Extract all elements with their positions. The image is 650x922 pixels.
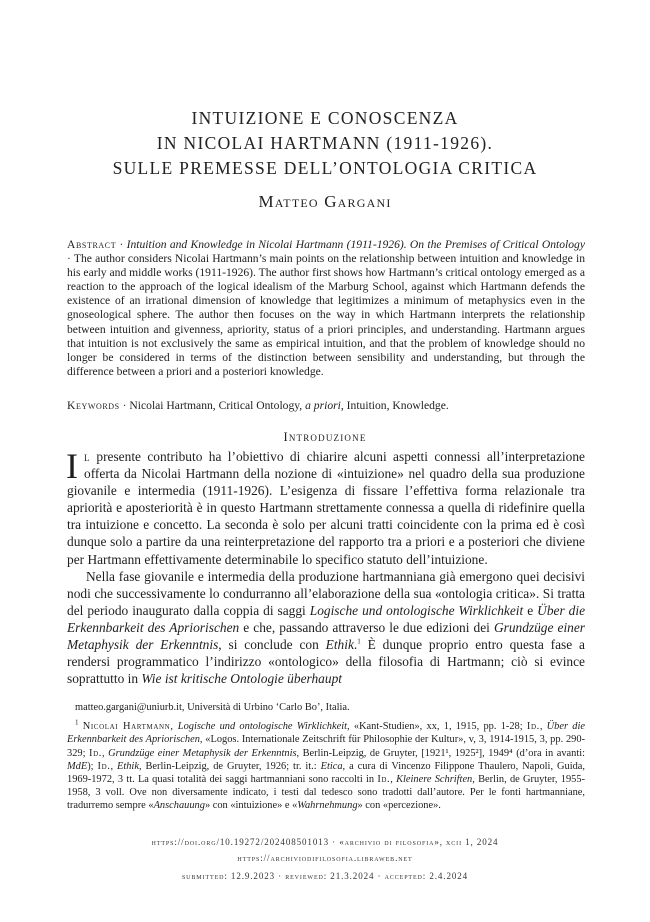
keywords [67, 399, 585, 413]
footnote-1 [67, 720, 585, 812]
keywords-sep: · [119, 399, 130, 412]
fn1-text-c: , Berlin-Leipzig, de Gruyter, [1921¹, 1925²], 1949⁴ (d’ora in avanti: [296, 747, 585, 759]
fn1-text-a: , «Kant-Studien», xx, 1, 1915, pp. 1-28; [346, 721, 527, 733]
fn1-text-g: , Berlin, de Gruyter, 1955-1958, 3 voll. Ove non diversamente indicato, i testi dal tedesco sono tradotti dall’autore. Per le fonti hartmanniane, tradurremo sempre « [67, 774, 585, 812]
p2-text-e: È dunque proprio entro questa fase a rendersi programmatico l’indirizzo «ontologico» della filosofia di Hartmann; ciò si evince soprattutto in [67, 637, 585, 687]
p2-text-c: e che, passando attraverso le due edizioni dei [239, 619, 494, 635]
p2-title-3: Grundzüge einer Metaphysik der Erkenntnis [67, 619, 586, 653]
fn1-text-j: » con «percezione». [357, 800, 441, 812]
fn1-title-1: Logische und ontologische Wirklichkeit [177, 721, 347, 733]
paragraph-2 [67, 568, 585, 688]
fn1-text-a2: , [539, 721, 547, 733]
drop-cap: I [66, 446, 78, 486]
abstract [67, 238, 585, 379]
fn1-id-4: Id. [377, 774, 391, 786]
fn1-id-1: Id. [526, 721, 540, 733]
p2-title-1: Logische und ontologische Wirklichkeit [309, 602, 524, 618]
fn1-term-1: Anschauung [153, 800, 205, 812]
p2-text-b: e [523, 602, 538, 618]
author-name: Matteo Gargani [258, 192, 392, 211]
fn1-title-2: Über die Erkennbarkeit des Apriorischen [67, 721, 585, 746]
section-heading: Introduzione [283, 430, 367, 444]
title-line-2: IN NICOLAI HARTMANN (1911-1926). [156, 133, 494, 153]
p2-text-d: , si conclude con [218, 637, 326, 653]
body-text [67, 448, 585, 687]
p2-title-5: Wie ist kritische Ontologie überhaupt [141, 671, 342, 687]
fn1-title-7: Kleinere Schriften [396, 774, 473, 786]
fn1-id-2: Id. [89, 747, 102, 759]
abstract-english-title: Intuition and Knowledge in Nicolai Hartmann (1911-1926). On the Premises of Critical Ontology [126, 238, 585, 251]
fn1-text-b: , «Logos. Internationale Zeitschrift für Philosophie der Kultur», v, 3, 1914-1915, 3, pp. 290-329; [67, 734, 585, 759]
fn1-text-h: » con «intuizione» e « [204, 800, 298, 812]
submission-dates: submitted: 12.9.2023 · reviewed: 21.3.2024 · accepted: 2.4.2024 [181, 871, 469, 881]
fn1-text-e: , Berlin-Leipzig, de Gruyter, 1926; tr. it.: [138, 760, 321, 772]
abstract-label: Abstract [67, 238, 117, 251]
title-line-3: SULLE PREMESSE DELL’ONTOLOGIA CRITICA [112, 158, 538, 178]
paragraph-1-text: presente contributo ha l’obiettivo di chiarire alcuni aspetti connessi all’interpretazione offerta da Nicolai Hartmann della nozione di «intuizione» nel quadro della sua produzione giovanile e intermedia (1911-1926). L’esigenza di fissare l’effettiva forma relazionale tra apriorità e aposteriorità è in questo Hartmann strettamente connessa a quella di ridefinire quella tra intuizione e concetto. La seconda è solo per alcuni tratti coincidente con la prima ed è così dunque solo a partire da una reinterpretazione del rapporto tra a priori e a posteriori che diviene per Hartmann effettivamente determinabile lo specifico statuto dell’intuizione. [67, 449, 585, 567]
article-title [0, 106, 650, 181]
fn1-title-6: Etica [320, 760, 343, 772]
fn1-text-d: ); [87, 760, 98, 772]
footnote-1-number: 1 [75, 718, 79, 727]
abstract-text: · The author considers Nicolai Hartmann’s main points on the relationship between intuition and knowledge in his early and middle works (1911-1926). The author first shows how Hartmann’s critical ontology emerged as a reaction to the approach of the logical idealism of the Marburg School, against which Hartmann defends the existence of an irrational dimension of knowledge that legitimizes a minimum of metaphysics even in the gnoseological sphere. The author then focuses on the way in which Hartmann interprets the relationship between intuition and givenness, apriority, status of a priori principles, and understanding. Hartmann argues that intuition is not exclusively the same as empirical intuition, and that the problem of knowledge should no longer be considered in terms of the distinction between sensibility and understanding, but through the difference between a priori and a posteriori knowledge. [67, 252, 585, 378]
journal-url[interactable]: https://archiviodifilosofia.libraweb.net [237, 853, 413, 863]
keywords-before: Nicolai Hartmann, Critical Ontology, [129, 399, 306, 412]
fn1-text-f: , a cura di Vincenzo Filippone Thaulero, Napoli, Guida, 1969-1972, 3 tt. La quasi totalità dei saggi hartmanniani sono raccolti in [67, 760, 585, 786]
p2-title-4: Ethik [325, 637, 354, 653]
p2-title-2: Über die Erkennbarkeit des Apriorischen [67, 602, 586, 635]
fn1-title-5: Ethik [117, 760, 139, 772]
footnote-ref-1[interactable]: 1 [357, 637, 361, 646]
fn1-term-2: Wahrnehmung [297, 800, 358, 812]
p2-text-a: Nella fase giovanile e intermedia della produzione hartmanniana già emergono quei decisivi nodi che successivamente lo condurranno all’elaborazione della sua «ontologia critica». Si tratta del periodo inaugurato dalla coppia di saggi [67, 568, 585, 618]
fn1-text-f2: , [390, 774, 397, 786]
keywords-italic: a priori [305, 399, 341, 412]
title-line-1: INTUIZIONE E CONOSCENZA [191, 108, 459, 128]
fn1-id-3: Id. [97, 760, 111, 772]
paragraph-1 [67, 448, 585, 568]
p2-text-d2: . [353, 637, 358, 653]
doi-line[interactable]: https://doi.org/10.19272/202408501013 · «archivio di filosofia», xcii 1, 2024 [151, 837, 499, 847]
lead-letters: l [84, 449, 90, 464]
fn1-text-b2: , [101, 747, 109, 759]
footnote-1-author: Nicolai Hartmann, [82, 721, 174, 733]
fn1-title-3: Grundzüge einer Metaphysik der Erkenntnis [108, 747, 297, 759]
author-affiliation-note: matteo.gargani@uniurb.it, Università di Urbino ‘Carlo Bo’, Italia. [75, 702, 350, 713]
abstract-sep: · [116, 238, 127, 251]
fn1-text-d2: , [110, 760, 117, 772]
fn1-title-4: MdE [67, 760, 88, 772]
keywords-label: Keywords [67, 399, 120, 412]
keywords-after: , Intuition, Knowledge. [340, 399, 449, 412]
footnotes [67, 701, 585, 813]
